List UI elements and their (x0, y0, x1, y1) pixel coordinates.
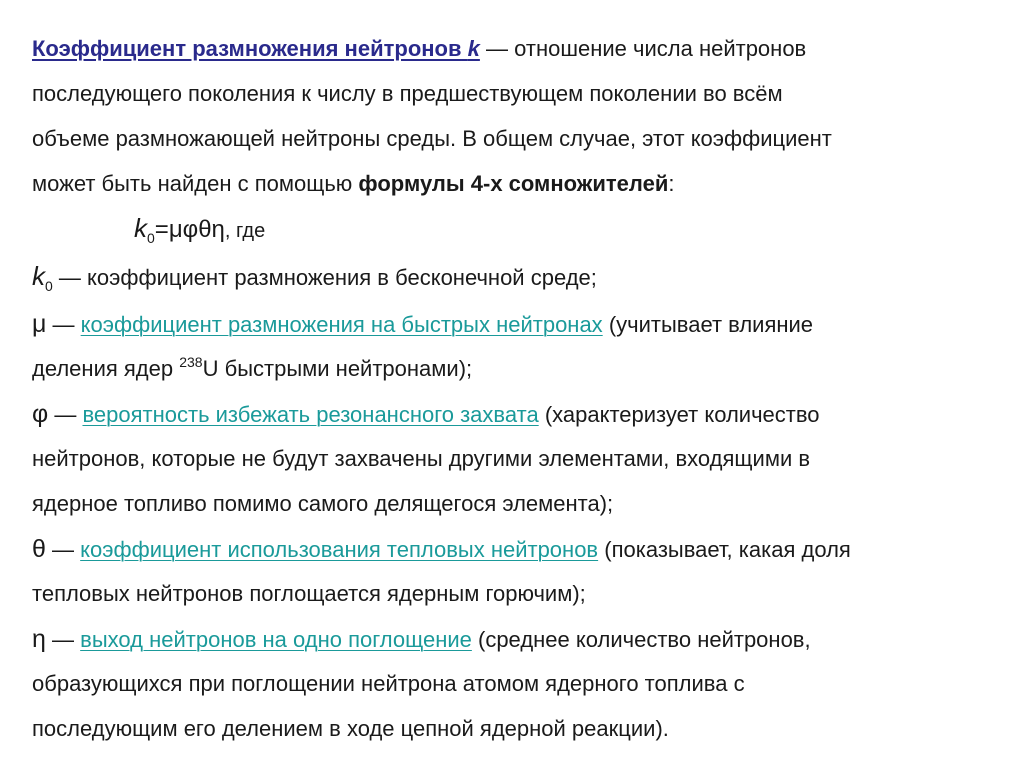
theta-symbol: θ (32, 535, 46, 563)
definition-eta-line-3: последующим его делением в ходе цепной ядерной реакции). (32, 716, 669, 741)
link-thermal-utilization-factor[interactable]: коэффициент использования тепловых нейтронов (80, 537, 599, 562)
definition-theta: θ — коэффициент использования тепловых нейтронов (показывает, какая доля (32, 535, 851, 563)
definition-mu: μ — коэффициент размножения на быстрых нейтронах (учитывает влияние (32, 310, 814, 338)
intro-line-1-rest: — отношение числа нейтронов (486, 36, 807, 61)
intro-line-2: последующего поколения к числу в предшествующем поколении во всём (32, 81, 783, 106)
intro-line-3: объеме размножающей нейтроны среды. В общем случае, этот коэффициент (32, 126, 832, 151)
term-title-link[interactable]: Коэффициент размножения нейтронов k (32, 36, 480, 61)
definition-mu-line-2: деления ядер $^{238}$U быстрыми нейтронами); (32, 354, 473, 381)
formula: $k_0=\mu\varphi\theta\eta$, где (134, 213, 266, 246)
link-neutron-yield-per-absorption[interactable]: выход нейтронов на одно поглощение (80, 627, 472, 652)
definition-k0: $k_0$ — коэффициент размножения в бесконечной среде; (32, 261, 597, 294)
mu-symbol: μ (32, 310, 47, 338)
definition-theta-line-2: тепловых нейтронов поглощается ядерным горючим); (32, 581, 586, 606)
intro-line-4: может быть найден с помощью формулы 4-х сомножителей: (32, 171, 675, 196)
formula-name-bold: формулы 4-х сомножителей (358, 171, 669, 196)
phi-symbol: φ (32, 400, 49, 428)
link-resonance-escape-probability[interactable]: вероятность избежать резонансного захвата (82, 402, 539, 427)
definition-phi-line-2: нейтронов, которые не будут захвачены другими элементами, входящими в (32, 446, 811, 471)
eta-symbol: η (32, 625, 46, 653)
definition-phi: φ — вероятность избежать резонансного захвата (характеризует количество (32, 400, 820, 428)
definition-eta-line-2: образующихся при поглощении нейтрона атомом ядерного топлива с (32, 671, 745, 696)
intro-line-1 (32, 32, 806, 66)
definition-phi-line-3: ядерное топливо помимо самого делящегося элемента); (32, 491, 614, 516)
link-fast-fission-factor[interactable]: коэффициент размножения на быстрых нейтронах (80, 312, 603, 337)
definition-eta: η — выход нейтронов на одно поглощение (среднее количество нейтронов, (32, 625, 811, 653)
